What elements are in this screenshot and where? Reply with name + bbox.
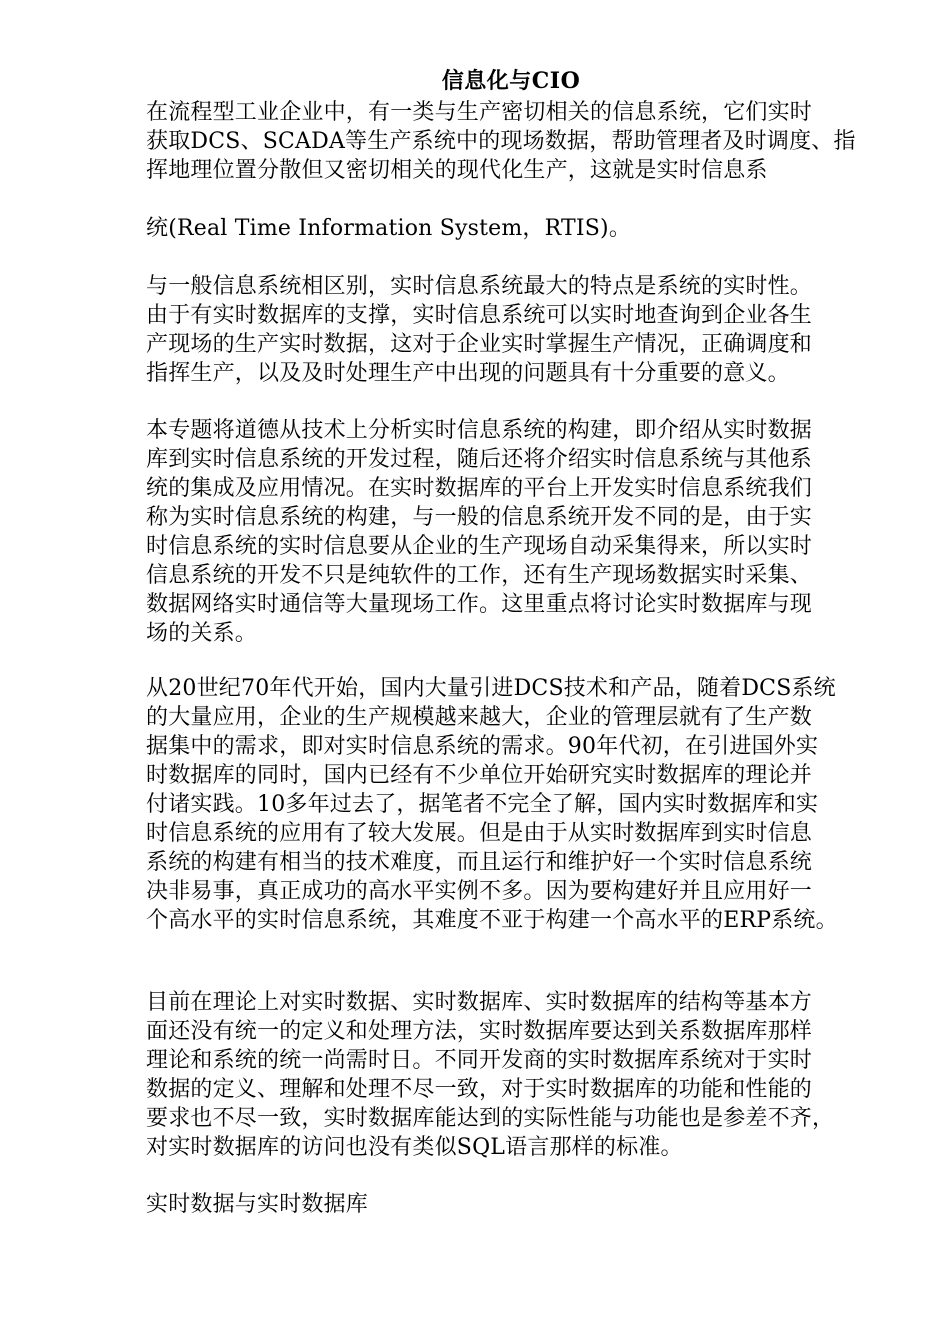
- text-line: 要求也不尽一致，实时数据库能达到的实际性能与功能也是参差不齐，: [146, 1106, 835, 1131]
- text-line: 挥地理位置分散但又密切相关的现代化生产，这就是实时信息系: [146, 158, 768, 183]
- paragraph-rtis-definition: [146, 214, 881, 243]
- text-line: 的大量应用，企业的生产规模越来越大，企业的管理层就有了生产数: [146, 705, 813, 730]
- paragraph-history: [146, 674, 881, 935]
- document-title: 信息化与CIO: [441, 68, 581, 94]
- text-line: 获取DCS、SCADA等生产系统中的现场数据，帮助管理者及时调度、指: [146, 129, 856, 154]
- text-line: 本专题将道德从技术上分析实时信息系统的构建，即介绍从实时数据: [146, 418, 813, 443]
- text-line: 信息系统的开发不只是纯软件的工作，还有生产现场数据实时采集、: [146, 563, 813, 588]
- text-line: 个高水平的实时信息系统，其难度不亚于构建一个高水平的ERP系统。: [146, 908, 838, 933]
- text-line: 在流程型工业企业中，有一类与生产密切相关的信息系统，它们实时: [146, 100, 813, 125]
- text-line: 产现场的生产实时数据，这对于企业实时掌握生产情况，正确调度和: [146, 332, 813, 357]
- text-line: 实时数据与实时数据库: [146, 1192, 369, 1217]
- text-line: 与一般信息系统相区别，实时信息系统最大的特点是系统的实时性。: [146, 274, 813, 299]
- paragraph-topic-overview: [146, 416, 881, 648]
- text-line: 付诸实践。10多年过去了，据笔者不完全了解，国内实时数据库和实: [146, 792, 819, 817]
- paragraph-intro: [146, 98, 881, 185]
- text-line: 称为实时信息系统的构建，与一般的信息系统开发不同的是，由于实: [146, 505, 813, 530]
- text-line: 系统的构建有相当的技术难度，而且运行和维护好一个实时信息系统: [146, 850, 813, 875]
- text-line: 时信息系统的实时信息要从企业的生产现场自动采集得来，所以实时: [146, 534, 813, 559]
- text-line: 据集中的需求，即对实时信息系统的需求。90年代初，在引进国外实: [146, 734, 819, 759]
- paragraph-theory-status: [146, 988, 881, 1162]
- text-line: 时信息系统的应用有了较大发展。但是由于从实时数据库到实时信息: [146, 821, 813, 846]
- text-line: 数据的定义、理解和处理不尽一致，对于实时数据库的功能和性能的: [146, 1077, 813, 1102]
- paragraph-characteristics: [146, 272, 881, 388]
- text-line: 数据网络实时通信等大量现场工作。这里重点将讨论实时数据库与现: [146, 592, 813, 617]
- text-line: 统的集成及应用情况。在实时数据库的平台上开发实时信息系统我们: [146, 476, 813, 501]
- text-line: 决非易事，真正成功的高水平实例不多。因为要构建好并且应用好一: [146, 879, 813, 904]
- text-line: 指挥生产，以及及时处理生产中出现的问题具有十分重要的意义。: [146, 361, 790, 386]
- text-line: 从20世纪70年代开始，国内大量引进DCS技术和产品，随着DCS系统: [146, 676, 836, 701]
- text-line: 库到实时信息系统的开发过程，随后还将介绍实时信息系统与其他系: [146, 447, 813, 472]
- section-heading: [146, 1190, 881, 1219]
- text-line: 对实时数据库的访问也没有类似SQL语言那样的标准。: [146, 1135, 683, 1160]
- text-line: 目前在理论上对实时数据、实时数据库、实时数据库的结构等基本方: [146, 990, 813, 1015]
- text-line: 统(Real Time Information System，RTIS)。: [146, 216, 632, 241]
- text-line: 理论和系统的统一尚需时日。不同开发商的实时数据库系统对于实时: [146, 1048, 813, 1073]
- text-line: 由于有实时数据库的支撑，实时信息系统可以实时地查询到企业各生: [146, 303, 813, 328]
- text-line: 场的关系。: [146, 621, 258, 646]
- text-line: 面还没有统一的定义和处理方法，实时数据库要达到关系数据库那样: [146, 1019, 813, 1044]
- text-line: 时数据库的同时，国内已经有不少单位开始研究实时数据库的理论并: [146, 763, 813, 788]
